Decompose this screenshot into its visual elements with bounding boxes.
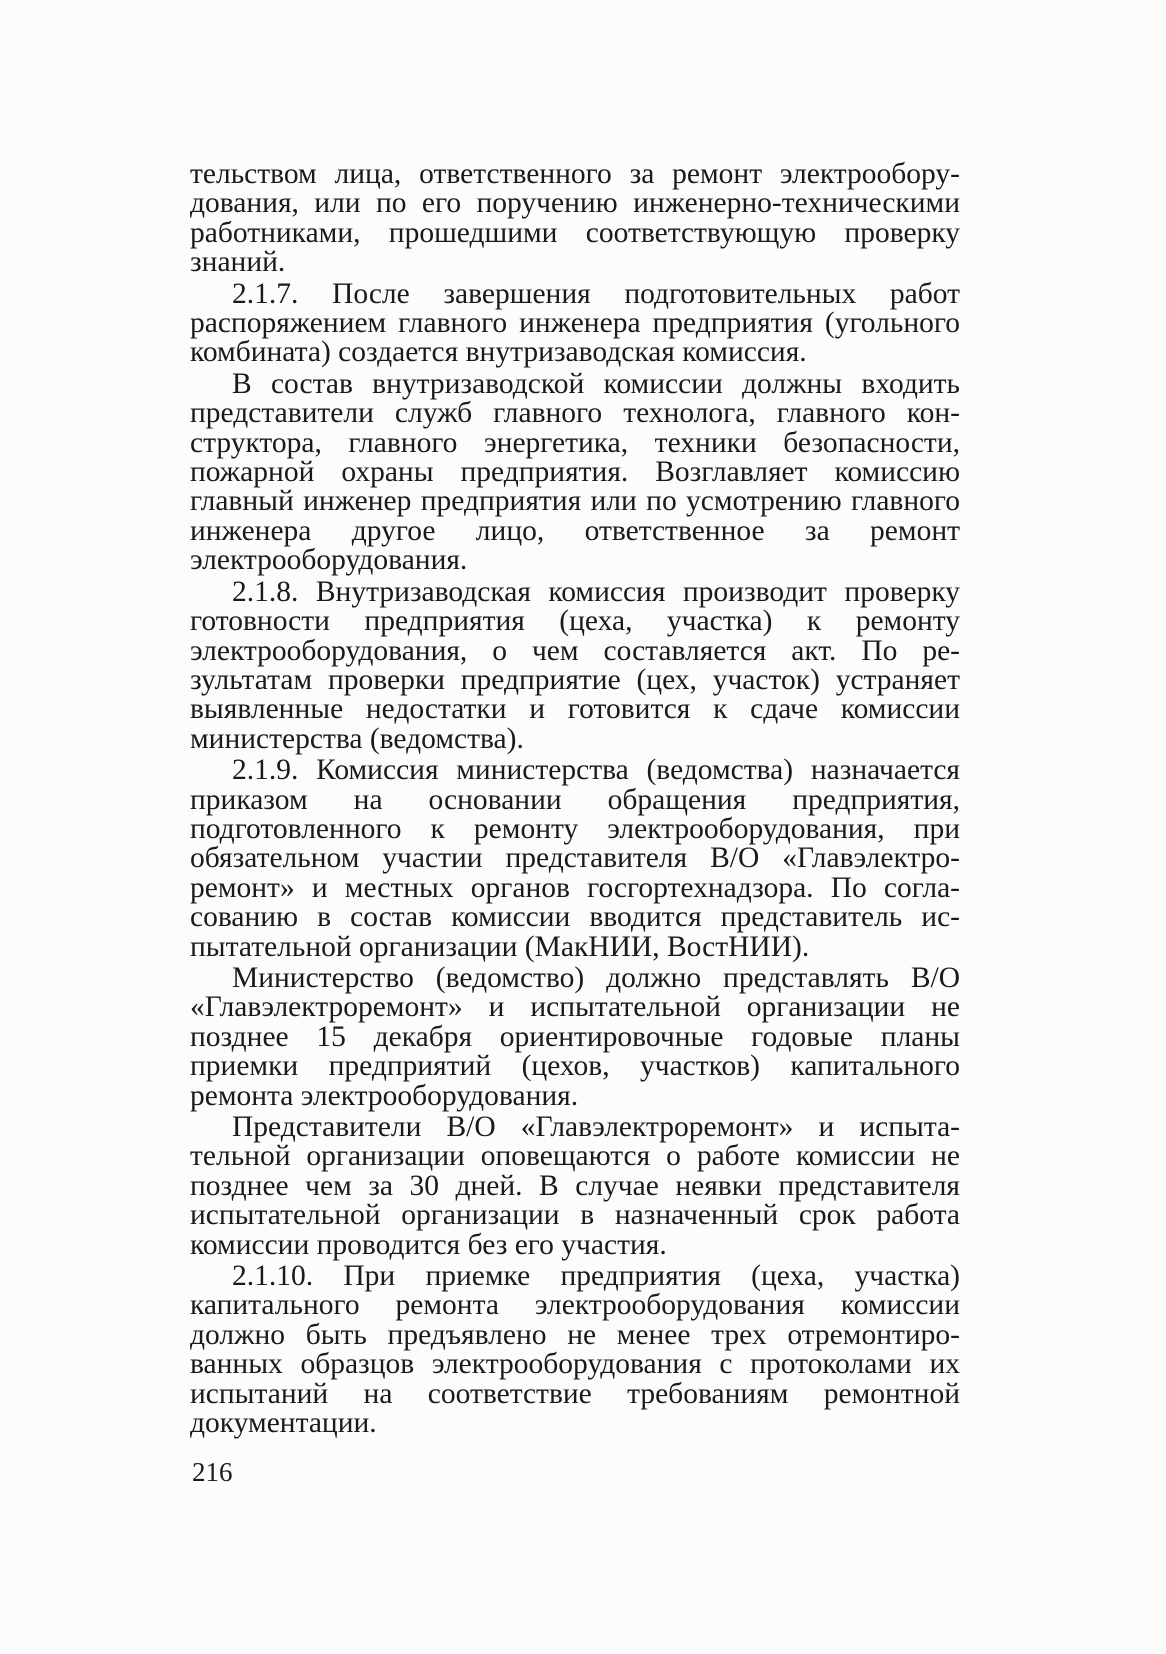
paragraph-2-1-7: 2.1.7. После завершения подготовительных работ распоряжением главного инженера предприятия (угольного комбината) создается внутризаводская комиссия. [190, 277, 960, 369]
paragraph-2-1-9: 2.1.9. Комиссия министерства (ведомства) назначается приказом на основании обращения предприятия, подготовленного к ремонту электрооборудования, при обязательном участии представителя В/О «Главэлектроремонт» и местных органов госгортехнадзора. По согласованию в состав комиссии вводится представитель испытательной организации (МакНИИ, ВостНИИ). [190, 754, 960, 963]
paragraph-ministry-plans: Министерство (ведомство) должно представлять В/О «Главэлектроремонт» и испытательной организации не позднее 15 декабря ориентировочные годовые планы приемки предприятий (цехов, участков) капитального ремонта электрооборудования. [190, 961, 960, 1112]
body-text [190, 160, 960, 1438]
paragraph-2-1-10: 2.1.10. При приемке предприятия (цеха, участка) капитального ремонта электрооборудования комиссии должно быть предъявлено не менее трех отремонтированных образцов электрооборудования с протоколами их испытаний на соответствие требованиям ремонтной документации. [190, 1260, 960, 1440]
paragraph-continuation: тельством лица, ответственного за ремонт электрооборудования, или по его поручению инженерно-техническими работниками, прошедшими соответствующую проверку знаний. [190, 158, 960, 279]
page-number: 216 [192, 1457, 233, 1487]
paragraph-commission-composition: В состав внутризаводской комиссии должны входить представители служб главного технолога, главного конструктора, главного энергетика, техники безопасности, пожарной охраны предприятия. Возглавляет комиссию главный инженер предприятия или по усмотрению главного инженера другое лицо, ответственное за ремонт электрооборудования. [190, 367, 960, 577]
paragraph-representatives-notice: Представители В/О «Главэлектроремонт» и испытательной организации оповещаются о работе комиссии не позднее чем за 30 дней. В случае неявки представителя испытательной организации в назначенный срок работа комиссии проводится без его участия. [190, 1111, 960, 1261]
paragraph-2-1-8: 2.1.8. Внутризаводская комиссия производит проверку готовности предприятия (цеха, участка) к ремонту электрооборудования, о чем составляется акт. По результатам проверки предприятие (цех, участок) устраняет выявленные недостатки и готовится к сдаче комиссии министерства (ведомства). [190, 575, 960, 755]
